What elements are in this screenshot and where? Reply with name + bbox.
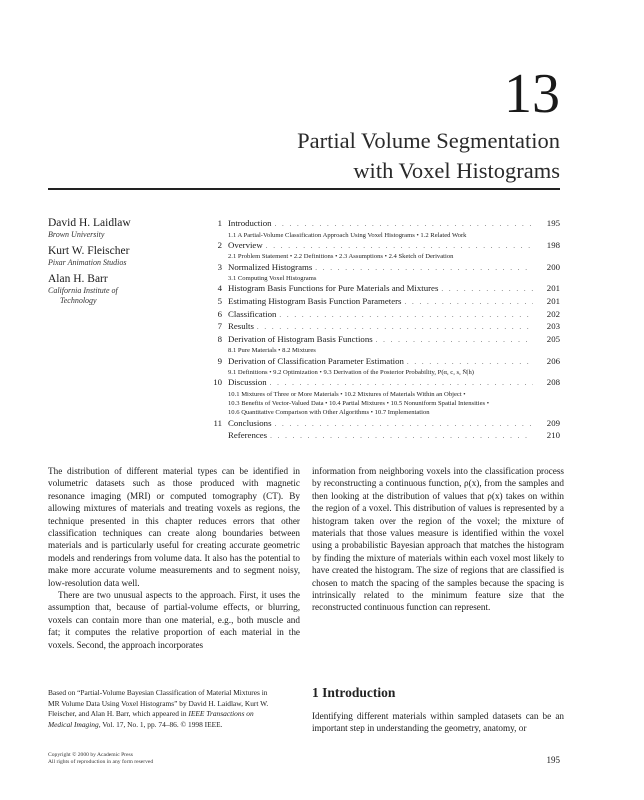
toc-leader (275, 219, 534, 231)
author (48, 217, 193, 240)
toc-page: 200 (546, 261, 560, 272)
toc-page: 205 (546, 333, 560, 344)
source-footnote (48, 688, 298, 730)
footnote-line (48, 720, 298, 731)
toc-number: 8 (217, 333, 222, 344)
toc-number: 4 (217, 283, 222, 294)
toc-leader (257, 322, 533, 334)
body-column-right (312, 465, 564, 614)
toc-title: References (228, 430, 268, 441)
toc-title: Derivation of Classification Parameter Estimation (228, 355, 404, 366)
toc-subsections: 8.1 Pure Materials • 8.2 Mixtures (228, 347, 316, 355)
author-name: David H. Laidlaw (48, 217, 131, 229)
section-heading: 1 Introduction (312, 685, 396, 700)
toc-entry[interactable] (200, 418, 560, 431)
footnote-line: MR Volume Data Using Voxel Histograms” by David H. Laidlaw, Kurt W. (48, 698, 269, 708)
toc-title: Derivation of Histogram Basis Functions (228, 333, 373, 344)
toc-number: 9 (217, 355, 222, 366)
toc-entry[interactable] (200, 296, 560, 309)
toc-page: 195 (546, 218, 560, 228)
toc-entry[interactable] (200, 430, 560, 443)
toc-subsections: 3.1 Computing Voxel Histograms (228, 275, 317, 283)
author-affiliation-line: California Institute of (48, 286, 118, 295)
toc-subsections: 10.6 Quantitative Comparison with Other Algorithms • 10.7 Implementation (228, 409, 430, 417)
author-affiliation-line: Technology (60, 296, 97, 305)
toc-number: 2 (217, 239, 222, 250)
journal-name: IEEE Transactions on (188, 709, 254, 719)
footnote-text: Fleischer, and Alan H. Barr, which appeared in (48, 709, 189, 719)
author-affiliation: Pixar Animation Studios (48, 258, 127, 267)
toc-number: 1 (217, 218, 222, 228)
toc-title: Classification (228, 308, 277, 319)
toc-entry[interactable] (200, 218, 560, 231)
toc-leader (279, 310, 533, 322)
toc-entry[interactable] (200, 240, 560, 253)
table-of-contents (200, 218, 560, 443)
copyright-line: All rights of reproduction in any form reserved (48, 759, 154, 765)
toc-leader (407, 357, 533, 369)
title-rule (48, 188, 560, 190)
section-paragraph: Identifying different materials within sampled datasets can be an important step in understanding the geometry, anatomy, or (312, 711, 564, 734)
toc-subsections: 10.3 Benefits of Vector-Valued Data • 10.4 Partial Mixtures • 10.5 Nonuniform Spatial Intensities • (228, 400, 490, 408)
toc-title: Conclusions (228, 417, 272, 428)
toc-subsections: 2.1 Problem Statement • 2.2 Definitions • 2.3 Assumptions • 2.4 Sketch of Derivation (228, 253, 454, 261)
toc-page: 202 (546, 308, 560, 319)
author-affiliation (48, 286, 193, 306)
toc-number: 3 (217, 261, 222, 272)
toc-number: 6 (217, 308, 222, 319)
page-number: 195 (546, 755, 560, 765)
toc-leader (270, 378, 533, 390)
toc-title: Introduction (228, 218, 272, 228)
toc-page: 209 (546, 417, 560, 428)
toc-leader (441, 284, 533, 296)
toc-subsections: 9.1 Definitions • 9.2 Optimization • 9.3 Derivation of the Posterior Probability, P(α, c, s, N̄|h) (228, 369, 474, 377)
toc-title: Overview (228, 239, 263, 250)
toc-page: 201 (546, 283, 560, 294)
toc-leader (404, 297, 533, 309)
toc-title: Estimating Histogram Basis Function Parameters (228, 295, 402, 306)
toc-entry[interactable] (200, 377, 560, 390)
toc-title: Results (228, 321, 254, 332)
author-list (48, 217, 193, 311)
toc-entry[interactable] (200, 321, 560, 334)
toc-leader (266, 241, 533, 253)
chapter-title-line-2: with Voxel Histograms (353, 158, 560, 183)
toc-title: Normalized Histograms (228, 261, 313, 272)
toc-title: Discussion (228, 377, 267, 388)
toc-leader (315, 263, 533, 275)
toc-entry[interactable] (200, 309, 560, 322)
paragraph: The distribution of different material types can be identified in volumetric datasets such as those produced with magnetic resonance imaging (MRI) or computed tomography (CT). By allowing mixtures of materials and treating voxels as regions, the technique presented in this chapter reduces errors that other classification techniques can create along boundaries between materials and is particularly useful for creating accurate geometric models and renderings from volume data. It also has the potential to make more accurate volume measurements and to segment noisy, low-resolution data well. (48, 466, 300, 588)
toc-leader (275, 419, 534, 431)
toc-number: 5 (217, 295, 222, 306)
body-column-left (48, 465, 300, 651)
toc-page: 210 (546, 430, 560, 441)
toc-leader (376, 335, 533, 347)
copyright-line: Copyright © 2000 by Academic Press (48, 752, 133, 758)
footnote-line (48, 709, 298, 720)
paragraph: information from neighboring voxels into the classification process by reconstructing a continuous function, ρ(x), from the samples and then looking at the distribution of values that ρ(x) takes on within the region of a voxel. This distribution of values is represented by a histogram taken over the region of the voxel; the mixture of materials that those values measure is identified within the voxel using a probabilistic Bayesian approach that matches the histogram by finding the mixture of materials within each voxel most likely to have created the histogram. The size of regions that are classified is chosen to match the spacing of the samples because the spacing is intrinsically related to the minimum feature size that the reconstructed continuous function can represent. (312, 466, 564, 613)
author-affiliation: Brown University (48, 230, 105, 239)
toc-number: 7 (217, 321, 222, 332)
toc-page: 198 (546, 239, 560, 250)
toc-page: 208 (546, 377, 560, 388)
toc-entry[interactable] (200, 283, 560, 296)
copyright-notice (48, 752, 153, 766)
toc-entry[interactable] (200, 356, 560, 369)
journal-name: Medical Imaging, (48, 719, 101, 729)
toc-page: 206 (546, 355, 560, 366)
footnote-line: Based on “Partial-Volume Bayesian Classification of Material Mixtures in (48, 688, 268, 697)
toc-page: 201 (546, 295, 560, 306)
toc-number: 11 (213, 417, 222, 428)
toc-entry[interactable] (200, 262, 560, 275)
author-name: Kurt W. Fleischer (48, 245, 130, 257)
author-name: Alan H. Barr (48, 273, 108, 285)
author (48, 245, 193, 268)
paragraph: There are two unusual aspects to the approach. First, it uses the assumption that, because of partial-volume effects, or blurring, voxels can contain more than one material, e.g., both muscle and fat; it computes the relative proportion of each material in the voxels. Second, the approach incorporates (48, 590, 300, 650)
author (48, 273, 193, 306)
toc-leader (270, 431, 533, 443)
toc-entry[interactable] (200, 334, 560, 347)
toc-title: Histogram Basis Functions for Pure Materials and Mixtures (228, 283, 439, 294)
toc-number: 10 (213, 377, 222, 388)
toc-subsections: 1.1 A Partial-Volume Classification Approach Using Voxel Histograms • 1.2 Related Work (228, 231, 467, 239)
footnote-text: Vol. 17, No. 1, pp. 74–86. © 1998 IEEE. (100, 719, 223, 729)
toc-subsections: 10.1 Mixtures of Three or More Materials • 10.2 Mixtures of Materials Within an Object • (228, 390, 466, 398)
chapter-title-line-1: Partial Volume Segmentation (297, 128, 560, 153)
chapter-number: 13 (504, 63, 560, 125)
toc-page: 203 (546, 321, 560, 332)
